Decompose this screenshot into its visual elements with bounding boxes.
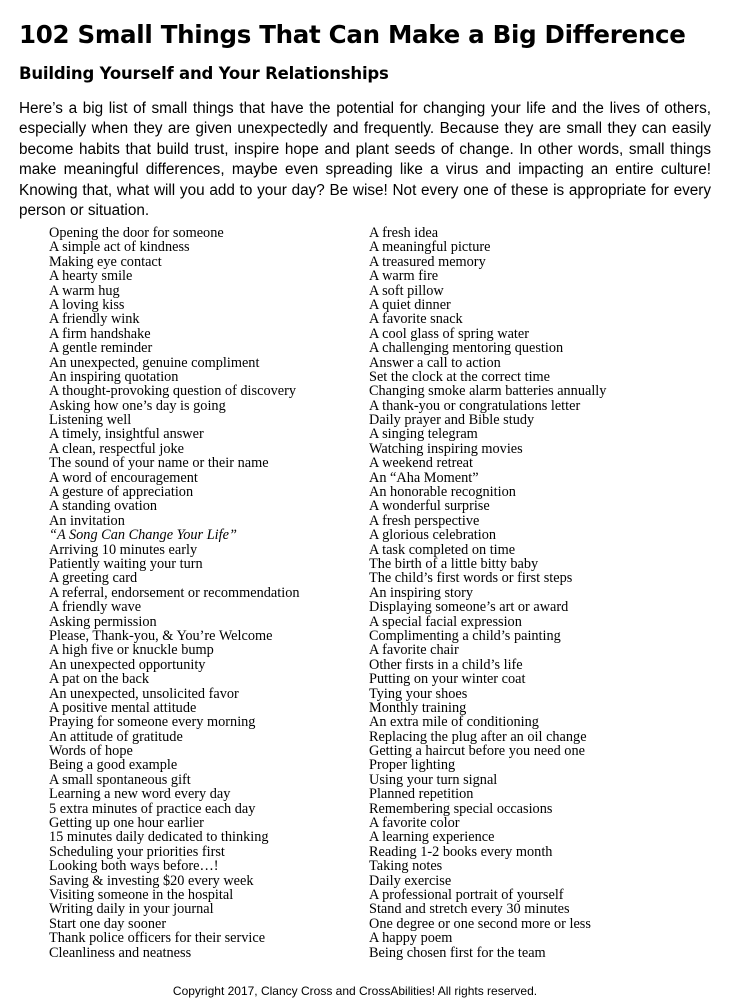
list-item: An attitude of gratitude: [49, 728, 183, 745]
list-item: Tying your shoes: [369, 685, 468, 702]
list-item: A thank-you or congratulations letter: [369, 397, 581, 414]
list-item: Monthly training: [369, 699, 467, 716]
list-item: Arriving 10 minutes early: [49, 541, 198, 558]
list-item: A learning experience: [369, 829, 495, 846]
list-item: Please, Thank-you, & You’re Welcome: [49, 627, 273, 644]
list-item: A high five or knuckle bump: [49, 642, 214, 659]
list-item: Opening the door for someone: [49, 225, 224, 241]
list-item: A timely, insightful answer: [49, 426, 204, 443]
list-item: A meaningful picture: [369, 239, 491, 256]
list-item: The sound of your name or their name: [49, 455, 269, 472]
list-item: 15 minutes daily dedicated to thinking: [49, 829, 269, 846]
list-item: Proper lighting: [369, 757, 456, 774]
list-item: Daily exercise: [369, 872, 452, 889]
list-item: A simple act of kindness: [49, 239, 190, 256]
list-item: Asking permission: [49, 613, 157, 630]
list-item: A favorite color: [369, 815, 460, 832]
list-item: “A Song Can Change Your Life”: [49, 527, 237, 544]
list-item: Reading 1-2 books every month: [369, 843, 553, 860]
list-item: An “Aha Moment”: [369, 469, 479, 486]
list-item: Remembering special occasions: [369, 800, 553, 817]
list-item: Asking how one’s day is going: [49, 397, 226, 414]
list-item: A word of encouragement: [49, 469, 198, 486]
list-item: A friendly wave: [49, 599, 142, 616]
list-item: Set the clock at the correct time: [369, 368, 551, 385]
list-item: Other firsts in a child’s life: [369, 656, 523, 673]
list-item: One degree or one second more or less: [369, 915, 591, 932]
list-item: Replacing the plug after an oil change: [369, 728, 587, 745]
list-item: A favorite snack: [369, 311, 463, 328]
list-item: Visiting someone in the hospital: [49, 886, 234, 903]
list-item: An inspiring story: [369, 584, 474, 601]
list-item: An extra mile of conditioning: [369, 714, 539, 731]
list-item: An unexpected, unsolicited favor: [49, 685, 239, 702]
list-item: A treasured memory: [369, 253, 486, 270]
list-item: Planned repetition: [369, 786, 474, 803]
copyright-footer: Copyright 2017, Clancy Cross and CrossAbilities! All rights reserved.: [172, 984, 538, 998]
list-item: Putting on your winter coat: [369, 671, 526, 688]
list-item: Taking notes: [369, 858, 443, 875]
list-item: A gentle reminder: [49, 340, 153, 357]
list-item: A wonderful surprise: [369, 498, 490, 515]
list-item: An honorable recognition: [369, 484, 516, 501]
list-item: A loving kiss: [49, 296, 125, 313]
list-item: Stand and stretch every 30 minutes: [369, 901, 570, 918]
list-item: Displaying someone’s art or award: [369, 599, 569, 616]
list-item: A glorious celebration: [369, 527, 497, 544]
list-item: Praying for someone every morning: [49, 714, 256, 731]
list-item: Making eye contact: [49, 253, 162, 270]
list-item: Changing smoke alarm batteries annually: [369, 383, 607, 400]
list-item: A fresh perspective: [369, 512, 480, 529]
list-item: A gesture of appreciation: [49, 484, 194, 501]
list-item: A standing ovation: [49, 498, 158, 515]
list-item: An unexpected, genuine compliment: [49, 354, 260, 371]
list-item: A thought-provoking question of discovery: [49, 383, 296, 400]
list-item: A hearty smile: [49, 268, 133, 285]
page-title: 102 Small Things That Can Make a Big Difference: [19, 20, 686, 49]
list-item: A cool glass of spring water: [369, 325, 530, 342]
list-item: A soft pillow: [369, 282, 444, 299]
list-item: Thank police officers for their service: [49, 930, 266, 947]
list-item: Being chosen first for the team: [369, 944, 546, 961]
list-item: Getting a haircut before you need one: [369, 743, 585, 760]
list-item: Cleanliness and neatness: [49, 944, 192, 961]
list-item: Answer a call to action: [369, 354, 501, 371]
list-item: An inspiring quotation: [49, 368, 179, 385]
list-item: Listening well: [49, 412, 132, 429]
list-item: Saving & investing $20 every week: [49, 872, 254, 889]
list-item: A clean, respectful joke: [49, 440, 184, 457]
list-item: Patiently waiting your turn: [49, 555, 203, 572]
list-item: A firm handshake: [49, 325, 151, 342]
list-item: A warm fire: [369, 268, 439, 285]
list-item: The birth of a little bitty baby: [369, 555, 539, 572]
list-item: The child’s first words or first steps: [369, 570, 573, 587]
list-item: A weekend retreat: [369, 455, 473, 472]
list-item: Watching inspiring movies: [369, 440, 523, 457]
right-item-list: [369, 226, 606, 960]
list-item: A positive mental attitude: [49, 699, 197, 716]
list-item: A greeting card: [49, 570, 138, 587]
list-item: A favorite chair: [369, 642, 459, 659]
list-item: A quiet dinner: [369, 296, 451, 313]
page-subtitle: Building Yourself and Your Relationships: [19, 64, 389, 83]
list-item: A task completed on time: [369, 541, 516, 558]
list-item: Start one day sooner: [49, 915, 167, 932]
list-item: Daily prayer and Bible study: [369, 412, 535, 429]
list-item: A fresh idea: [369, 225, 439, 241]
list-item: Looking both ways before…!: [49, 858, 219, 875]
intro-paragraph: Here’s a big list of small things that have the potential for changing your life and the lives of others, especially when they are given unexpectedly and frequently. Because they are small they can easily become habits that build trust, inspire hope and plant seeds of change. In other words, small things make meaningful differences, maybe even spreading like a virus and impacting an entire culture! Knowing that, what will you add to your day? Be wise! Not every one of these is appropriate for every person or situation.: [19, 100, 711, 220]
list-item: Words of hope: [49, 743, 133, 760]
left-item-list: [49, 226, 300, 960]
list-item: A pat on the back: [49, 671, 150, 688]
list-item: An unexpected opportunity: [49, 656, 206, 673]
list-item: 5 extra minutes of practice each day: [49, 800, 256, 817]
list-item: A challenging mentoring question: [369, 340, 564, 357]
list-item: A happy poem: [369, 930, 453, 947]
list-item: A referral, endorsement or recommendation: [49, 584, 300, 601]
list-item: Writing daily in your journal: [49, 901, 214, 918]
list-item: A singing telegram: [369, 426, 478, 443]
list-item: A friendly wink: [49, 311, 140, 328]
list-item: Using your turn signal: [369, 771, 498, 788]
list-item: A professional portrait of yourself: [369, 886, 564, 903]
list-item: Getting up one hour earlier: [49, 815, 204, 832]
list-item: Learning a new word every day: [49, 786, 231, 803]
list-item: A warm hug: [49, 282, 120, 299]
list-item: An invitation: [49, 512, 125, 529]
list-item: Scheduling your priorities first: [49, 843, 225, 860]
list-item: Being a good example: [49, 757, 178, 774]
list-item: A small spontaneous gift: [49, 771, 191, 788]
list-item: A special facial expression: [369, 613, 522, 630]
list-item: Complimenting a child’s painting: [369, 627, 561, 644]
